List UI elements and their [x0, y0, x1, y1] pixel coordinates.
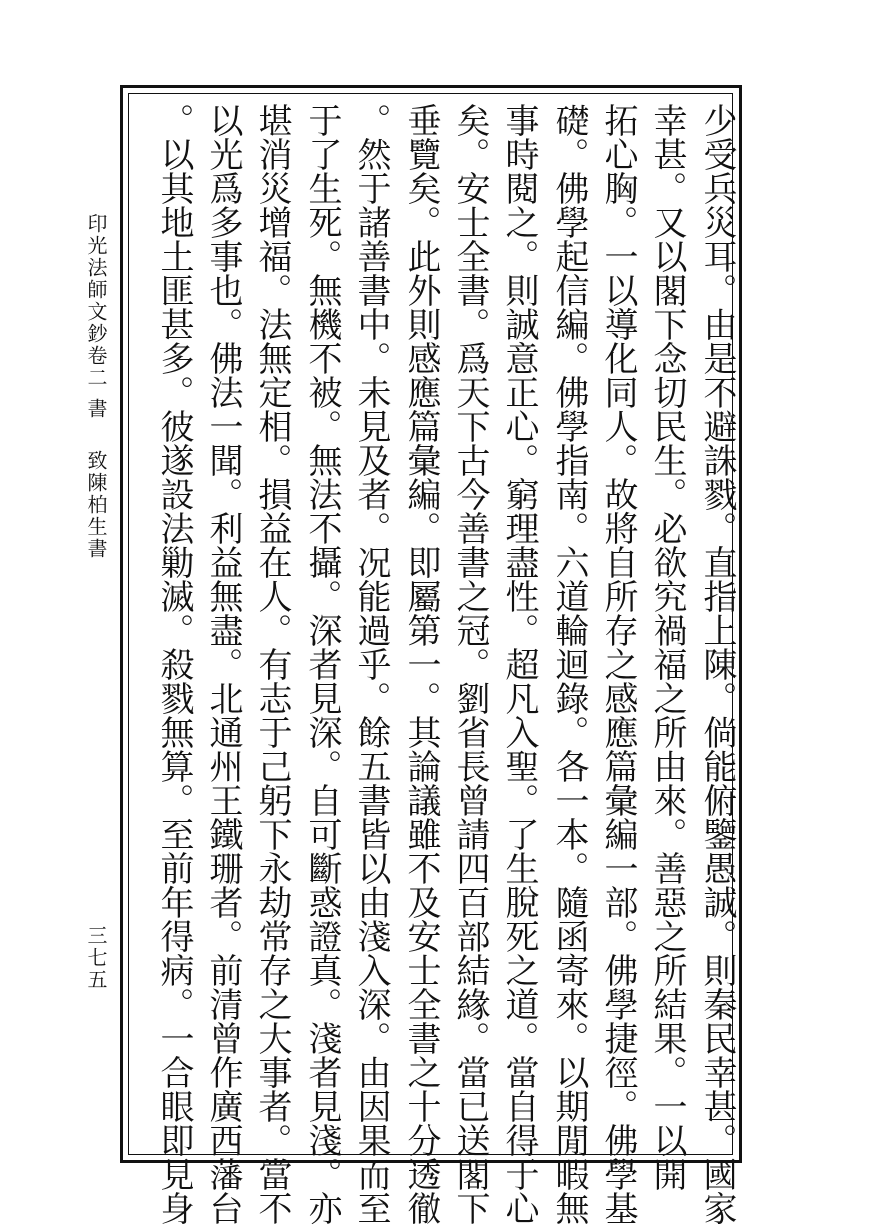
text-column: 于了生死。無機不被。無法不攝。深者見深。自可斷惑證真。淺者見淺。亦	[302, 103, 342, 1225]
text-column: 幸甚。又以閣下念切民生。必欲究禍福之所由來。善惡之所結果。一以開	[647, 103, 687, 1191]
text-column: 少受兵災耳。由是不避誅戮。直指上陳。倘能俯鑒愚誠。則秦民幸甚。國家	[697, 103, 737, 1225]
text-column: 礎。佛學起信編。佛學指南。六道輪迴錄。各一本。隨函寄來。以期閒暇無	[549, 103, 589, 1225]
text-column: 。以其地土匪甚多。彼遂設法勦滅。殺戮無算。至前年得病。一合眼即見身	[154, 103, 194, 1225]
text-column: 以光爲多事也。佛法一聞。利益無盡。北通州王鐵珊者。前清曾作廣西藩台	[203, 103, 243, 1225]
chapter-title: 致陳柏生書	[84, 450, 108, 560]
page-number: 三七五	[84, 925, 108, 991]
text-column: 拓心胸。一以導化同人。故將自所存之感應篇彙編一部。佛學捷徑。佛學基	[598, 103, 638, 1225]
text-column: 。然于諸善書中。未見及者。况能過乎。餘五書皆以由淺入深。由因果而至	[351, 103, 391, 1225]
book-title: 印光法師文鈔卷二	[84, 213, 108, 389]
text-column: 事時閱之。則誠意正心。窮理盡性。超凡入聖。了生脫死之道。當自得于心	[499, 103, 539, 1225]
text-column: 矣。安士全書。爲天下古今善書之冠。劉省長曾請四百部結緣。當已送閣下	[450, 103, 490, 1225]
text-column: 堪消災增福。法無定相。損益在人。有志于己躬下永劫常存之大事者。當不	[252, 103, 292, 1225]
section-label: 書	[84, 398, 108, 420]
text-column: 垂覽矣。此外則感應篇彙編。即屬第一。其論議雖不及安士全書之十分透徹	[401, 103, 441, 1225]
